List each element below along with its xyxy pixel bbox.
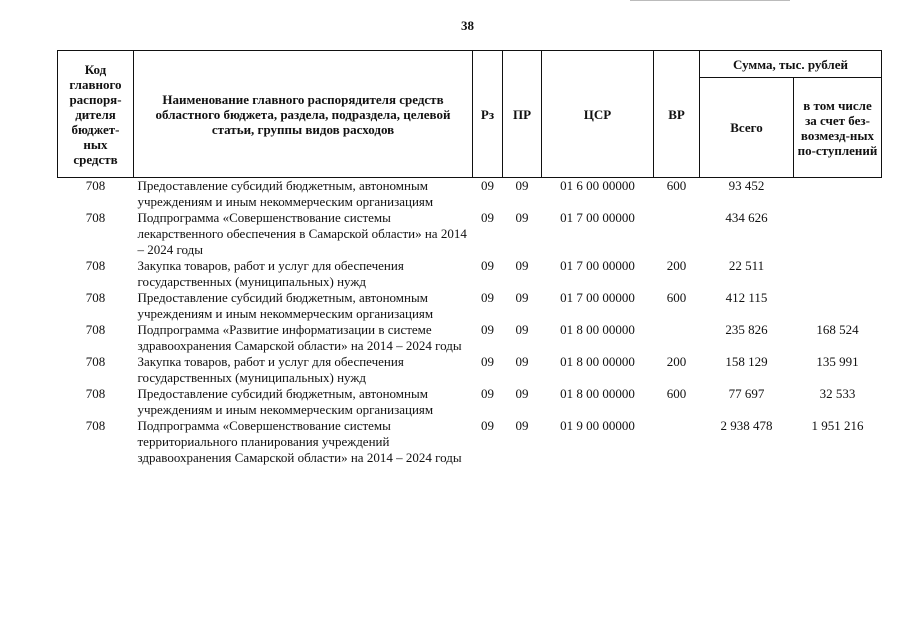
row-name: Закупка товаров, работ и услуг для обеспечения государственных (муниципальных) нужд: [137, 354, 404, 385]
row-pr: 09: [515, 178, 529, 193]
row-rz: 09: [481, 418, 494, 433]
page-number: 38: [461, 18, 474, 33]
scan-artifact-line: [630, 0, 790, 1]
row-name: Предоставление субсидий бюджетным, автономным учреждениям и иным некоммерческим организациям: [137, 178, 434, 209]
row-code: 708: [85, 210, 106, 225]
row-csr: 01 7 00 00000: [560, 210, 635, 225]
row-free: 168 524: [816, 322, 859, 337]
row-rz: 09: [481, 354, 494, 369]
header-rz: Рз: [473, 51, 503, 178]
row-vr: [654, 322, 700, 354]
row-free: [794, 290, 882, 322]
row-csr: 01 7 00 00000: [560, 290, 635, 305]
row-vr: 200: [666, 258, 687, 273]
table-body: [58, 178, 882, 467]
row-rz: 09: [481, 322, 494, 337]
row-pr: 09: [515, 322, 529, 337]
row-code: 708: [85, 258, 106, 273]
header-pr: ПР: [503, 51, 542, 178]
row-csr: 01 8 00 00000: [560, 386, 635, 401]
header-name: Наименование главного распорядителя средств областного бюджета, раздела, подраздела, целевой статьи, группы видов расходов: [134, 51, 473, 178]
row-csr: 01 6 00 00000: [560, 178, 635, 193]
row-rz: 09: [481, 210, 494, 225]
row-pr: 09: [515, 418, 529, 433]
row-name: Предоставление субсидий бюджетным, автономным учреждениям и иным некоммерческим организациям: [137, 290, 434, 321]
row-total: 235 826: [725, 322, 768, 337]
row-total: 2 938 478: [720, 418, 773, 433]
header-csr: ЦСР: [542, 51, 654, 178]
row-total: 93 452: [728, 178, 765, 193]
row-total: 434 626: [725, 210, 768, 225]
row-csr: 01 9 00 00000: [560, 418, 635, 433]
row-total: 412 115: [725, 290, 768, 305]
row-total: 22 511: [728, 258, 765, 273]
row-name: Предоставление субсидий бюджетным, автономным учреждениям и иным некоммерческим организациям: [137, 386, 434, 417]
row-total: 77 697: [728, 386, 765, 401]
header-vr: ВР: [654, 51, 700, 178]
row-vr: [654, 210, 700, 258]
table-header: [58, 51, 882, 178]
row-name: Закупка товаров, работ и услуг для обеспечения государственных (муниципальных) нужд: [137, 258, 404, 289]
row-vr: 600: [666, 178, 687, 193]
row-rz: 09: [481, 290, 494, 305]
header-free: в том числе за счет без-возмезд-ных по-ступлений: [794, 78, 882, 178]
row-rz: 09: [481, 386, 494, 401]
header-code: Код главного распоря-дителя бюджет-ных средств: [58, 51, 134, 178]
table-row: [58, 258, 882, 290]
row-name: Подпрограмма «Совершенствование системы лекарственного обеспечения в Самарской области» на 2014 – 2024 годы: [137, 210, 467, 257]
header-total: Всего: [700, 78, 794, 178]
row-vr: 600: [666, 386, 687, 401]
table-row: [58, 386, 882, 418]
row-code: 708: [85, 354, 106, 369]
row-free: [794, 210, 882, 258]
table-row: [58, 354, 882, 386]
row-csr: 01 7 00 00000: [560, 258, 635, 273]
table-row: [58, 178, 882, 211]
row-vr: [654, 418, 700, 466]
row-vr: 600: [666, 290, 687, 305]
table-row: [58, 418, 882, 466]
table-row: [58, 290, 882, 322]
row-rz: 09: [481, 178, 494, 193]
row-name: Подпрограмма «Совершенствование системы территориального планирования учреждений здравоохранения Самарской области» на 2014 – 2024 годы: [137, 418, 462, 465]
row-name: Подпрограмма «Развитие информатизации в системе здравоохранения Самарской области» на 2014 – 2024 годы: [137, 322, 462, 353]
row-free: [794, 258, 882, 290]
row-free: 1 951 216: [811, 418, 864, 433]
row-free: 135 991: [816, 354, 859, 369]
header-sum: Сумма, тыс. рублей: [700, 51, 882, 78]
row-pr: 09: [515, 354, 529, 369]
row-code: 708: [85, 322, 106, 337]
row-free: [794, 178, 882, 211]
row-code: 708: [85, 178, 106, 193]
row-vr: 200: [666, 354, 687, 369]
row-csr: 01 8 00 00000: [560, 354, 635, 369]
budget-table: [57, 50, 882, 466]
row-code: 708: [85, 386, 106, 401]
row-code: 708: [85, 290, 106, 305]
row-csr: 01 8 00 00000: [560, 322, 635, 337]
row-pr: 09: [515, 210, 529, 225]
row-rz: 09: [481, 258, 494, 273]
table-row: [58, 322, 882, 354]
row-code: 708: [85, 418, 106, 433]
row-total: 158 129: [725, 354, 768, 369]
row-pr: 09: [515, 290, 529, 305]
table-row: [58, 210, 882, 258]
row-pr: 09: [515, 258, 529, 273]
row-pr: 09: [515, 386, 529, 401]
row-free: 32 533: [819, 386, 856, 401]
